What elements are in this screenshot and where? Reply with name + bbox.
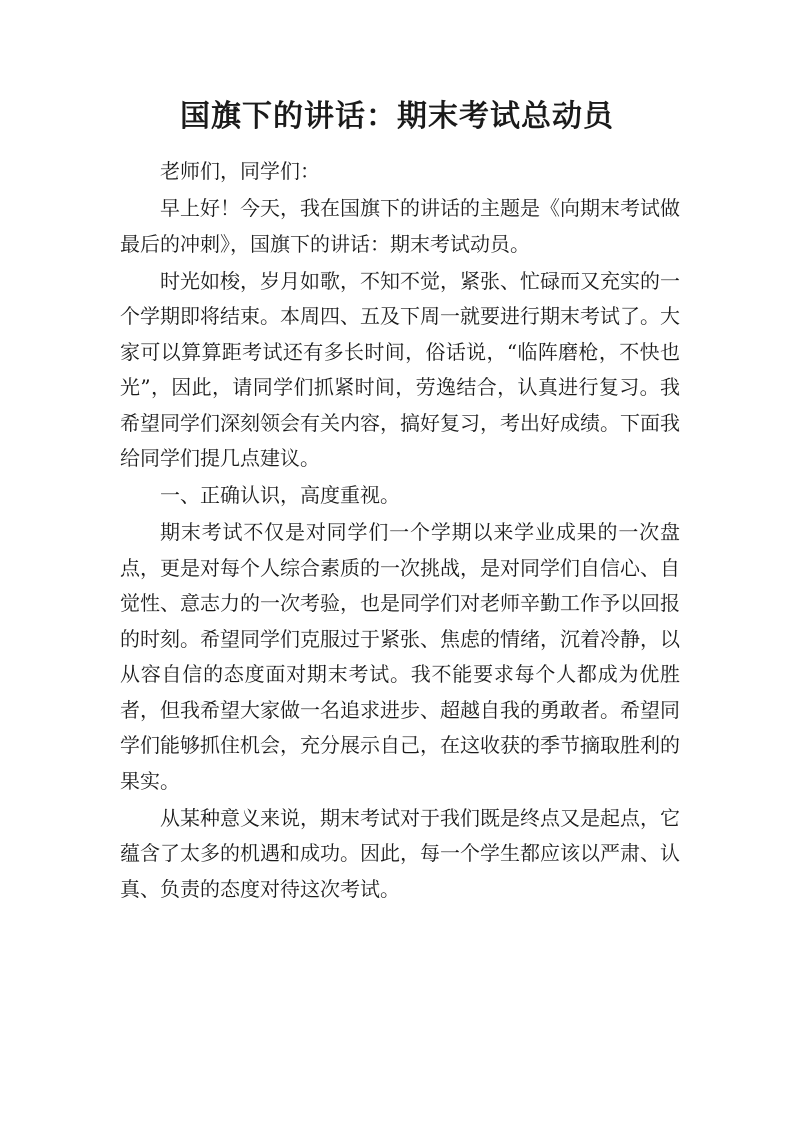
paragraph-greeting: 早上好！今天，我在国旗下的讲话的主题是《向期末考试做最后的冲刺》，国旗下的讲话：期末考试动员。 bbox=[120, 196, 680, 256]
document-body bbox=[120, 154, 680, 907]
page-title: 国旗下的讲话：期末考试总动员 bbox=[180, 99, 614, 134]
paragraph-intro: 时光如梭，岁月如歌，不知不觉，紧张、忙碌而又充实的一个学期即将结束。本周四、五及下周一就要进行期末考试了。大家可以算算距考试还有多长时间，俗话说，“临阵磨枪，不快也光”，因此，请同学们抓紧时间，劳逸结合，认真进行复习。我希望同学们深刻领会有关内容，搞好复习，考出好成绩。下面我给同学们提几点建议。 bbox=[120, 268, 680, 470]
salutation: 老师们，同学们： bbox=[160, 159, 320, 183]
section-heading: 一、正确认识，高度重视。 bbox=[160, 483, 400, 507]
paragraph-body: 期末考试不仅是对同学们一个学期以来学业成果的一次盘点，更是对每个人综合素质的一次挑战，是对同学们自信心、自觉性、意志力的一次考验，也是同学们对老师辛勤工作予以回报的时刻。希望同学们克服过于紧张、焦虑的情绪，沉着冷静，以从容自信的态度面对期末考试。我不能要求每个人都成为优胜者，但我希望大家做一名追求进步、超越自我的勇敢者。希望同学们能够抓住机会，充分展示自己，在这收获的季节摘取胜利的果实。 bbox=[120, 520, 680, 793]
paragraph-closing: 从某种意义来说，期末考试对于我们既是终点又是起点，它蕴含了太多的机遇和成功。因此，每一个学生都应该以严肃、认真、负责的态度对待这次考试。 bbox=[120, 805, 680, 901]
